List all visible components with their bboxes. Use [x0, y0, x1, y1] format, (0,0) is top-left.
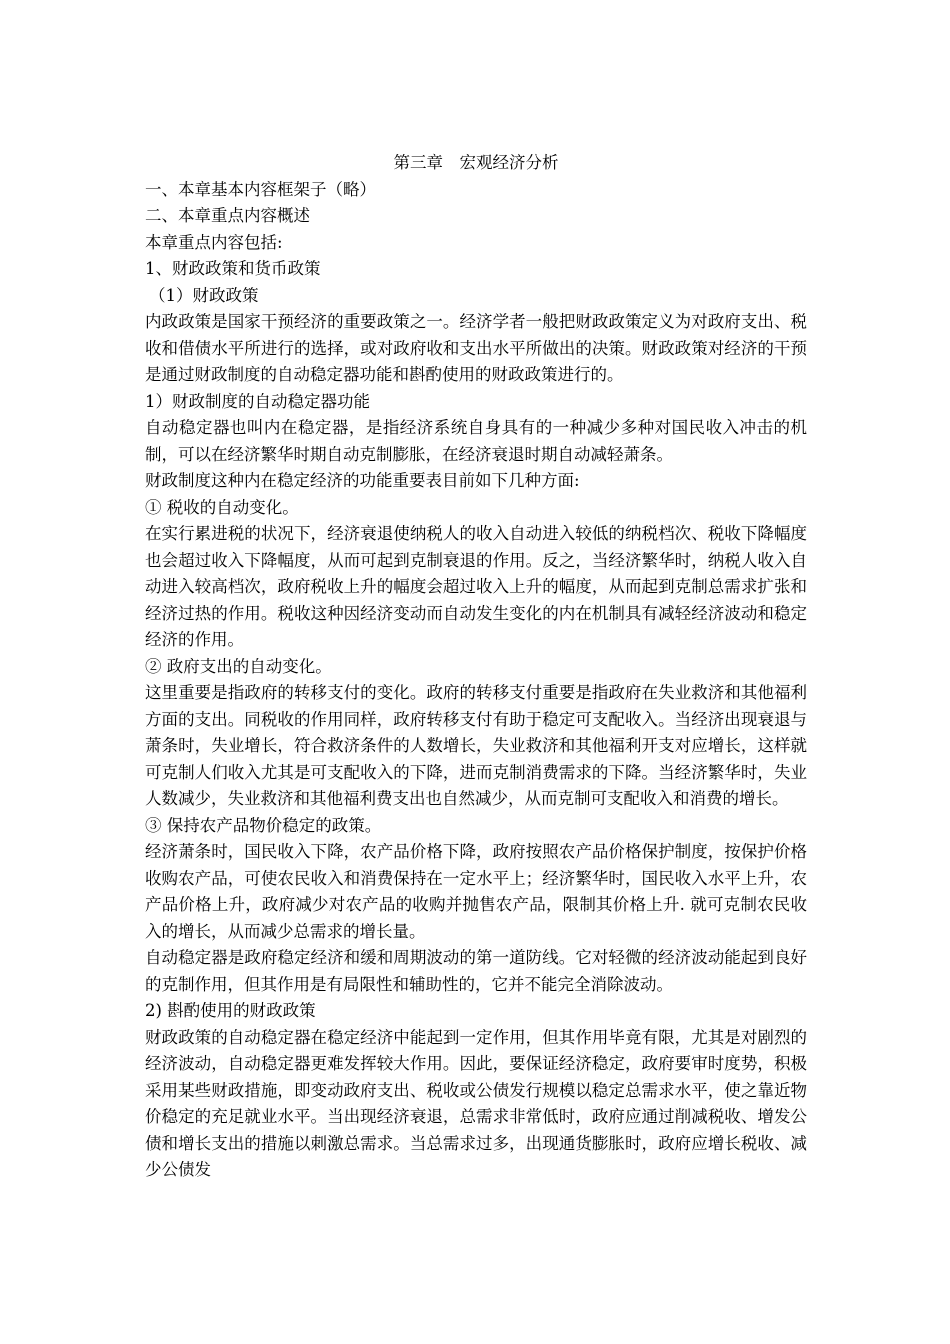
subsection-heading-fiscal-policy: （1）财政政策	[149, 285, 259, 305]
paragraph-auto-stabilizer-definition: 自动稳定器也叫内在稳定器，是指经济系统自身具有的一种减少多种对国民收入冲击的机制，可以在经济繁华时期自动克制膨胀，在经济衰退时期自动减轻萧条。	[145, 418, 807, 464]
paragraph-agri-price: 经济萧条时，国民收入下降，农产品价格下降，政府按照农产品价格保护制度，按保护价格收购农产品，可使农民收入和消费保持在一定水平上；经济繁华时，国民收入水平上升，农产品价格上升，政府减少对农产品的收购并抛售农产品，限制其价格上升. 就可克制农民收入的增长，从而减少总需求的增长量。	[145, 842, 807, 941]
subsection-heading-auto-stabilizer: 1）财政制度的自动稳定器功能	[145, 391, 370, 411]
chapter-title: 第三章 宏观经济分析	[393, 153, 559, 172]
summary-intro-line: 本章重点内容包括:	[145, 232, 283, 252]
paragraph-fiscal-definition: 内政政策是国家干预经济的重要政策之一。经济学者一般把财政政策定义为对政府支出、税收和借债水平所进行的选择，或对政府收和支出水平所做出的决策。财政政策对经济的干预是通过财政制度的自动稳定器功能和斟酌使用的财政政策进行的。	[145, 312, 807, 384]
document-page	[145, 150, 807, 1184]
paragraph-stabilizer-aspects-intro: 财政制度这种内在稳定经济的功能重要表目前如下几种方面:	[145, 471, 580, 490]
section-heading-fiscal-monetary: 1、财政政策和货币政策	[145, 259, 321, 278]
paragraph-discretionary: 财政政策的自动稳定器在稳定经济中能起到一定作用，但其作用毕竟有限，尤其是对剧烈的经济波动，自动稳定器更难发挥较大作用。因此，要保证经济稳定，政府要审时度势，积极采用某些财政措施，即变动政府支出、税收或公债发行规模以稳定总需求水平，使之靠近物价稳定的充足就业水平。当出现经济衰退，总需求非常低时，政府应通过削减税收、增发公债和增长支出的措施以刺激总需求。当总需求过多，出现通货膨胀时，政府应增长税收、减少公债发	[145, 1027, 807, 1179]
outline-item-framework: 一、本章基本内容框架子（略）	[145, 179, 376, 199]
subsection-heading-discretionary: 2) 斟酌使用的财政政策	[145, 1001, 316, 1020]
outline-item-summary: 二、本章重点内容概述	[145, 206, 310, 225]
list-heading-agri-price: ③ 保持农产品物价稳定的政策。	[145, 815, 382, 835]
list-heading-spending-change: ② 政府支出的自动变化。	[145, 656, 332, 676]
paragraph-spending-change: 这里重要是指政府的转移支付的变化。政府的转移支付重要是指政府在失业救济和其他福利方面的支出。同税收的作用同样，政府转移支付有助于稳定可支配收入。当经济出现衰退与萧条时，失业增长，符合救济条件的人数增长，失业救济和其他福利开支对应增长，这样就可克制人们收入尤其是可支配收入的下降，进而克制消费需求的下降。当经济繁华时，失业人数减少，失业救济和其他福利费支出也自然减少，从而克制可支配收入和消费的增长。	[145, 683, 807, 808]
list-heading-tax-change: ① 税收的自动变化。	[145, 497, 299, 517]
paragraph-stabilizer-conclusion: 自动稳定器是政府稳定经济和缓和周期波动的第一道防线。它对轻微的经济波动能起到良好的克制作用，但其作用是有局限性和辅助性的，它并不能完全消除波动。	[145, 948, 807, 994]
paragraph-tax-change: 在实行累进税的状况下，经济衰退使纳税人的收入自动进入较低的纳税档次、税收下降幅度也会超过收入下降幅度，从而可起到克制衰退的作用。反之，当经济繁华时，纳税人收入自动进入较高档次，政府税收上升的幅度会超过收入上升的幅度，从而起到克制总需求扩张和经济过热的作用。税收这种因经济变动而自动发生变化的内在机制具有减轻经济波动和稳定经济的作用。	[145, 524, 807, 649]
